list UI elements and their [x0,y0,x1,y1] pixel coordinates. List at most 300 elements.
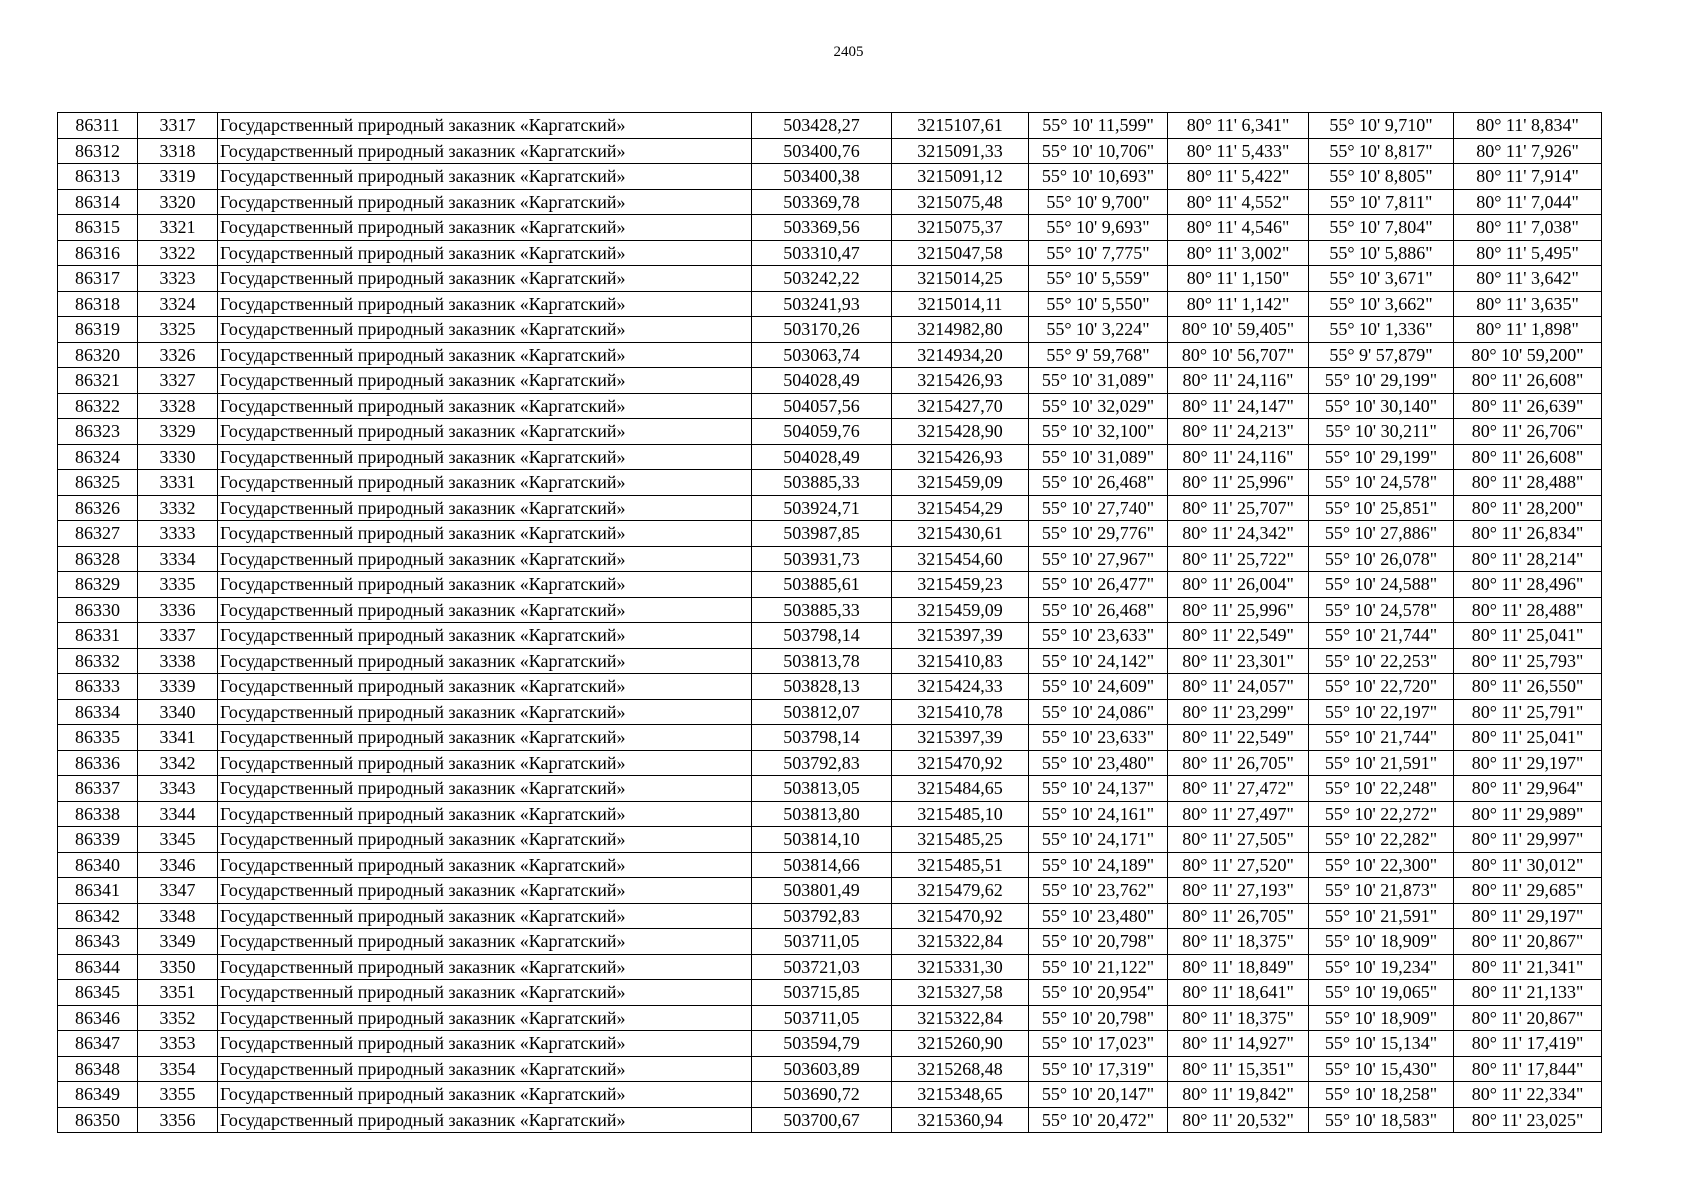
longitude-1-cell: 80° 11' 24,213" [1168,419,1309,445]
longitude-2-cell: 80° 11' 29,997" [1454,827,1602,853]
point-number-cell: 3333 [138,521,218,547]
table-row [58,317,1602,343]
latitude-2-cell: 55° 10' 9,710" [1309,113,1454,139]
row-number-cell: 86326 [58,495,138,521]
x-coordinate-cell: 503987,85 [752,521,892,547]
longitude-2-cell: 80° 11' 7,044" [1454,189,1602,215]
longitude-2-cell: 80° 11' 7,926" [1454,138,1602,164]
x-coordinate-cell: 503603,89 [752,1056,892,1082]
latitude-2-cell: 55° 10' 30,140" [1309,393,1454,419]
row-number-cell: 86327 [58,521,138,547]
row-number-cell: 86324 [58,444,138,470]
row-number-cell: 86334 [58,699,138,725]
x-coordinate-cell: 503428,27 [752,113,892,139]
longitude-2-cell: 80° 11' 30,012" [1454,852,1602,878]
longitude-2-cell: 80° 11' 28,488" [1454,597,1602,623]
point-number-cell: 3319 [138,164,218,190]
longitude-2-cell: 80° 11' 23,025" [1454,1107,1602,1133]
point-number-cell: 3322 [138,240,218,266]
latitude-1-cell: 55° 10' 9,693" [1029,215,1168,241]
y-coordinate-cell: 3215360,94 [892,1107,1029,1133]
latitude-2-cell: 55° 10' 22,272" [1309,801,1454,827]
longitude-2-cell: 80° 11' 29,964" [1454,776,1602,802]
latitude-2-cell: 55° 10' 15,134" [1309,1031,1454,1057]
longitude-1-cell: 80° 11' 3,002" [1168,240,1309,266]
point-number-cell: 3346 [138,852,218,878]
row-number-cell: 86329 [58,572,138,598]
point-number-cell: 3351 [138,980,218,1006]
y-coordinate-cell: 3215485,10 [892,801,1029,827]
x-coordinate-cell: 503798,14 [752,725,892,751]
object-name-cell: Государственный природный заказник «Каргатский» [218,954,752,980]
y-coordinate-cell: 3215427,70 [892,393,1029,419]
x-coordinate-cell: 503828,13 [752,674,892,700]
object-name-cell: Государственный природный заказник «Каргатский» [218,852,752,878]
table-row [58,954,1602,980]
y-coordinate-cell: 3215426,93 [892,444,1029,470]
table-row [58,980,1602,1006]
object-name-cell: Государственный природный заказник «Каргатский» [218,903,752,929]
longitude-2-cell: 80° 11' 3,642" [1454,266,1602,292]
longitude-2-cell: 80° 11' 7,038" [1454,215,1602,241]
x-coordinate-cell: 503792,83 [752,750,892,776]
y-coordinate-cell: 3215047,58 [892,240,1029,266]
row-number-cell: 86342 [58,903,138,929]
row-number-cell: 86312 [58,138,138,164]
table-row [58,1005,1602,1031]
latitude-1-cell: 55° 10' 31,089" [1029,444,1168,470]
longitude-2-cell: 80° 11' 17,844" [1454,1056,1602,1082]
row-number-cell: 86314 [58,189,138,215]
y-coordinate-cell: 3215014,11 [892,291,1029,317]
object-name-cell: Государственный природный заказник «Каргатский» [218,495,752,521]
latitude-1-cell: 55° 10' 3,224" [1029,317,1168,343]
point-number-cell: 3353 [138,1031,218,1057]
longitude-1-cell: 80° 11' 24,342" [1168,521,1309,547]
row-number-cell: 86336 [58,750,138,776]
latitude-2-cell: 55° 10' 22,253" [1309,648,1454,674]
page-number: 2405 [833,44,864,60]
x-coordinate-cell: 503721,03 [752,954,892,980]
longitude-1-cell: 80° 11' 25,707" [1168,495,1309,521]
object-name-cell: Государственный природный заказник «Каргатский» [218,648,752,674]
point-number-cell: 3340 [138,699,218,725]
y-coordinate-cell: 3215014,25 [892,266,1029,292]
latitude-1-cell: 55° 10' 20,954" [1029,980,1168,1006]
latitude-2-cell: 55° 10' 24,578" [1309,597,1454,623]
object-name-cell: Государственный природный заказник «Каргатский» [218,980,752,1006]
point-number-cell: 3352 [138,1005,218,1031]
x-coordinate-cell: 503813,80 [752,801,892,827]
row-number-cell: 86317 [58,266,138,292]
y-coordinate-cell: 3215410,83 [892,648,1029,674]
x-coordinate-cell: 503924,71 [752,495,892,521]
longitude-1-cell: 80° 11' 4,552" [1168,189,1309,215]
y-coordinate-cell: 3215075,48 [892,189,1029,215]
latitude-2-cell: 55° 10' 22,282" [1309,827,1454,853]
table-row [58,444,1602,470]
y-coordinate-cell: 3215075,37 [892,215,1029,241]
longitude-1-cell: 80° 11' 27,497" [1168,801,1309,827]
row-number-cell: 86341 [58,878,138,904]
longitude-1-cell: 80° 11' 23,301" [1168,648,1309,674]
longitude-2-cell: 80° 11' 7,914" [1454,164,1602,190]
longitude-1-cell: 80° 11' 1,142" [1168,291,1309,317]
y-coordinate-cell: 3215470,92 [892,750,1029,776]
object-name-cell: Государственный природный заказник «Каргатский» [218,674,752,700]
table-row [58,776,1602,802]
point-number-cell: 3347 [138,878,218,904]
y-coordinate-cell: 3215485,25 [892,827,1029,853]
x-coordinate-cell: 504057,56 [752,393,892,419]
latitude-1-cell: 55° 10' 32,029" [1029,393,1168,419]
object-name-cell: Государственный природный заказник «Каргатский» [218,521,752,547]
y-coordinate-cell: 3215268,48 [892,1056,1029,1082]
longitude-1-cell: 80° 11' 14,927" [1168,1031,1309,1057]
table-row [58,572,1602,598]
table-row [58,597,1602,623]
longitude-2-cell: 80° 11' 20,867" [1454,1005,1602,1031]
x-coordinate-cell: 503812,07 [752,699,892,725]
object-name-cell: Государственный природный заказник «Каргатский» [218,266,752,292]
latitude-2-cell: 55° 10' 24,578" [1309,470,1454,496]
longitude-1-cell: 80° 11' 27,520" [1168,852,1309,878]
latitude-1-cell: 55° 10' 31,089" [1029,368,1168,394]
latitude-1-cell: 55° 10' 20,472" [1029,1107,1168,1133]
y-coordinate-cell: 3215430,61 [892,521,1029,547]
longitude-2-cell: 80° 11' 26,834" [1454,521,1602,547]
point-number-cell: 3325 [138,317,218,343]
object-name-cell: Государственный природный заказник «Каргатский» [218,878,752,904]
row-number-cell: 86350 [58,1107,138,1133]
point-number-cell: 3356 [138,1107,218,1133]
longitude-2-cell: 80° 11' 26,608" [1454,444,1602,470]
x-coordinate-cell: 503400,38 [752,164,892,190]
latitude-2-cell: 55° 10' 25,851" [1309,495,1454,521]
table-row [58,648,1602,674]
point-number-cell: 3328 [138,393,218,419]
longitude-1-cell: 80° 11' 19,842" [1168,1082,1309,1108]
table-row [58,929,1602,955]
y-coordinate-cell: 3215327,58 [892,980,1029,1006]
latitude-1-cell: 55° 10' 29,776" [1029,521,1168,547]
table-row [58,827,1602,853]
object-name-cell: Государственный природный заказник «Каргатский» [218,623,752,649]
point-number-cell: 3345 [138,827,218,853]
object-name-cell: Государственный природный заказник «Каргатский» [218,317,752,343]
longitude-2-cell: 80° 11' 5,495" [1454,240,1602,266]
table-row [58,291,1602,317]
row-number-cell: 86321 [58,368,138,394]
y-coordinate-cell: 3215397,39 [892,725,1029,751]
object-name-cell: Государственный природный заказник «Каргатский» [218,929,752,955]
x-coordinate-cell: 503700,67 [752,1107,892,1133]
row-number-cell: 86328 [58,546,138,572]
table-row [58,495,1602,521]
object-name-cell: Государственный природный заказник «Каргатский» [218,1031,752,1057]
row-number-cell: 86311 [58,113,138,139]
y-coordinate-cell: 3215454,29 [892,495,1029,521]
longitude-2-cell: 80° 11' 1,898" [1454,317,1602,343]
latitude-1-cell: 55° 10' 24,609" [1029,674,1168,700]
latitude-2-cell: 55° 10' 21,873" [1309,878,1454,904]
longitude-2-cell: 80° 11' 3,635" [1454,291,1602,317]
y-coordinate-cell: 3215454,60 [892,546,1029,572]
longitude-1-cell: 80° 11' 4,546" [1168,215,1309,241]
longitude-1-cell: 80° 11' 25,996" [1168,470,1309,496]
x-coordinate-cell: 503241,93 [752,291,892,317]
object-name-cell: Государственный природный заказник «Каргатский» [218,240,752,266]
point-number-cell: 3327 [138,368,218,394]
longitude-2-cell: 80° 11' 22,334" [1454,1082,1602,1108]
point-number-cell: 3343 [138,776,218,802]
object-name-cell: Государственный природный заказник «Каргатский» [218,368,752,394]
y-coordinate-cell: 3215459,09 [892,597,1029,623]
latitude-2-cell: 55° 10' 1,336" [1309,317,1454,343]
coordinates-table [57,112,1602,1133]
latitude-1-cell: 55° 9' 59,768" [1029,342,1168,368]
point-number-cell: 3323 [138,266,218,292]
point-number-cell: 3321 [138,215,218,241]
latitude-1-cell: 55° 10' 26,468" [1029,597,1168,623]
object-name-cell: Государственный природный заказник «Каргатский» [218,342,752,368]
x-coordinate-cell: 503813,78 [752,648,892,674]
point-number-cell: 3332 [138,495,218,521]
longitude-2-cell: 80° 11' 28,488" [1454,470,1602,496]
object-name-cell: Государственный природный заказник «Каргатский» [218,776,752,802]
table-row [58,393,1602,419]
y-coordinate-cell: 3215479,62 [892,878,1029,904]
object-name-cell: Государственный природный заказник «Каргатский» [218,1107,752,1133]
longitude-2-cell: 80° 11' 25,041" [1454,623,1602,649]
y-coordinate-cell: 3215091,33 [892,138,1029,164]
y-coordinate-cell: 3215322,84 [892,929,1029,955]
x-coordinate-cell: 503798,14 [752,623,892,649]
table-row [58,138,1602,164]
point-number-cell: 3320 [138,189,218,215]
point-number-cell: 3331 [138,470,218,496]
point-number-cell: 3335 [138,572,218,598]
longitude-1-cell: 80° 11' 26,004" [1168,572,1309,598]
latitude-1-cell: 55° 10' 24,142" [1029,648,1168,674]
latitude-1-cell: 55° 10' 7,775" [1029,240,1168,266]
table-row [58,1031,1602,1057]
row-number-cell: 86313 [58,164,138,190]
longitude-1-cell: 80° 11' 22,549" [1168,623,1309,649]
latitude-2-cell: 55° 10' 18,258" [1309,1082,1454,1108]
longitude-2-cell: 80° 11' 26,639" [1454,393,1602,419]
y-coordinate-cell: 3215428,90 [892,419,1029,445]
row-number-cell: 86319 [58,317,138,343]
latitude-2-cell: 55° 10' 7,811" [1309,189,1454,215]
y-coordinate-cell: 3215260,90 [892,1031,1029,1057]
row-number-cell: 86337 [58,776,138,802]
object-name-cell: Государственный природный заказник «Каргатский» [218,1005,752,1031]
longitude-1-cell: 80° 11' 18,849" [1168,954,1309,980]
x-coordinate-cell: 504028,49 [752,444,892,470]
table-row [58,240,1602,266]
row-number-cell: 86316 [58,240,138,266]
x-coordinate-cell: 503715,85 [752,980,892,1006]
table-row [58,852,1602,878]
x-coordinate-cell: 503063,74 [752,342,892,368]
x-coordinate-cell: 503792,83 [752,903,892,929]
object-name-cell: Государственный природный заказник «Каргатский» [218,138,752,164]
y-coordinate-cell: 3215424,33 [892,674,1029,700]
latitude-1-cell: 55° 10' 24,189" [1029,852,1168,878]
y-coordinate-cell: 3215348,65 [892,1082,1029,1108]
table-row [58,878,1602,904]
x-coordinate-cell: 503814,10 [752,827,892,853]
latitude-1-cell: 55° 10' 5,559" [1029,266,1168,292]
table-row [58,750,1602,776]
latitude-1-cell: 55° 10' 24,161" [1029,801,1168,827]
y-coordinate-cell: 3215484,65 [892,776,1029,802]
longitude-1-cell: 80° 11' 25,722" [1168,546,1309,572]
latitude-2-cell: 55° 10' 5,886" [1309,240,1454,266]
latitude-1-cell: 55° 10' 21,122" [1029,954,1168,980]
latitude-2-cell: 55° 10' 30,211" [1309,419,1454,445]
row-number-cell: 86330 [58,597,138,623]
longitude-1-cell: 80° 11' 25,996" [1168,597,1309,623]
latitude-1-cell: 55° 10' 27,967" [1029,546,1168,572]
object-name-cell: Государственный природный заказник «Каргатский» [218,291,752,317]
object-name-cell: Государственный природный заказник «Каргатский» [218,444,752,470]
longitude-2-cell: 80° 11' 26,608" [1454,368,1602,394]
latitude-1-cell: 55° 10' 32,100" [1029,419,1168,445]
latitude-2-cell: 55° 10' 22,300" [1309,852,1454,878]
latitude-2-cell: 55° 10' 19,234" [1309,954,1454,980]
row-number-cell: 86339 [58,827,138,853]
latitude-1-cell: 55° 10' 5,550" [1029,291,1168,317]
x-coordinate-cell: 503690,72 [752,1082,892,1108]
table-row [58,801,1602,827]
row-number-cell: 86315 [58,215,138,241]
point-number-cell: 3342 [138,750,218,776]
longitude-1-cell: 80° 11' 18,641" [1168,980,1309,1006]
row-number-cell: 86347 [58,1031,138,1057]
latitude-2-cell: 55° 10' 26,078" [1309,546,1454,572]
y-coordinate-cell: 3214934,20 [892,342,1029,368]
longitude-2-cell: 80° 11' 25,793" [1454,648,1602,674]
point-number-cell: 3318 [138,138,218,164]
x-coordinate-cell: 503310,47 [752,240,892,266]
table-row [58,1082,1602,1108]
point-number-cell: 3329 [138,419,218,445]
object-name-cell: Государственный природный заказник «Каргатский» [218,725,752,751]
latitude-1-cell: 55° 10' 26,468" [1029,470,1168,496]
latitude-2-cell: 55° 10' 18,909" [1309,929,1454,955]
longitude-2-cell: 80° 11' 29,989" [1454,801,1602,827]
x-coordinate-cell: 503170,26 [752,317,892,343]
longitude-2-cell: 80° 11' 25,791" [1454,699,1602,725]
x-coordinate-cell: 503931,73 [752,546,892,572]
table-row [58,546,1602,572]
latitude-1-cell: 55° 10' 23,480" [1029,750,1168,776]
row-number-cell: 86322 [58,393,138,419]
latitude-2-cell: 55° 10' 8,805" [1309,164,1454,190]
latitude-1-cell: 55° 10' 9,700" [1029,189,1168,215]
latitude-2-cell: 55° 10' 21,591" [1309,750,1454,776]
object-name-cell: Государственный природный заказник «Каргатский» [218,215,752,241]
latitude-2-cell: 55° 10' 21,744" [1309,725,1454,751]
longitude-1-cell: 80° 11' 5,422" [1168,164,1309,190]
latitude-2-cell: 55° 10' 19,065" [1309,980,1454,1006]
latitude-2-cell: 55° 10' 21,591" [1309,903,1454,929]
row-number-cell: 86318 [58,291,138,317]
latitude-2-cell: 55° 10' 21,744" [1309,623,1454,649]
table-row [58,623,1602,649]
table-row [58,215,1602,241]
longitude-2-cell: 80° 10' 59,200" [1454,342,1602,368]
point-number-cell: 3344 [138,801,218,827]
table-row [58,470,1602,496]
table-row [58,521,1602,547]
point-number-cell: 3336 [138,597,218,623]
longitude-2-cell: 80° 11' 26,706" [1454,419,1602,445]
object-name-cell: Государственный природный заказник «Каргатский» [218,113,752,139]
x-coordinate-cell: 504028,49 [752,368,892,394]
x-coordinate-cell: 503242,22 [752,266,892,292]
latitude-1-cell: 55° 10' 23,633" [1029,623,1168,649]
longitude-2-cell: 80° 11' 29,197" [1454,750,1602,776]
latitude-2-cell: 55° 10' 3,671" [1309,266,1454,292]
object-name-cell: Государственный природный заказник «Каргатский» [218,1082,752,1108]
table-row [58,189,1602,215]
point-number-cell: 3339 [138,674,218,700]
row-number-cell: 86332 [58,648,138,674]
table-row [58,164,1602,190]
point-number-cell: 3338 [138,648,218,674]
row-number-cell: 86349 [58,1082,138,1108]
y-coordinate-cell: 3215426,93 [892,368,1029,394]
object-name-cell: Государственный природный заказник «Каргатский» [218,164,752,190]
y-coordinate-cell: 3215107,61 [892,113,1029,139]
row-number-cell: 86323 [58,419,138,445]
latitude-1-cell: 55° 10' 24,086" [1029,699,1168,725]
point-number-cell: 3330 [138,444,218,470]
object-name-cell: Государственный природный заказник «Каргатский» [218,419,752,445]
object-name-cell: Государственный природный заказник «Каргатский» [218,393,752,419]
row-number-cell: 86325 [58,470,138,496]
table-body [58,113,1602,1133]
table-row [58,725,1602,751]
longitude-1-cell: 80° 11' 27,472" [1168,776,1309,802]
longitude-1-cell: 80° 11' 27,505" [1168,827,1309,853]
object-name-cell: Государственный природный заказник «Каргатский» [218,750,752,776]
latitude-1-cell: 55° 10' 20,798" [1029,1005,1168,1031]
point-number-cell: 3326 [138,342,218,368]
longitude-2-cell: 80° 11' 8,834" [1454,113,1602,139]
object-name-cell: Государственный природный заказник «Каргатский» [218,572,752,598]
y-coordinate-cell: 3215410,78 [892,699,1029,725]
latitude-1-cell: 55° 10' 24,137" [1029,776,1168,802]
object-name-cell: Государственный природный заказник «Каргатский» [218,827,752,853]
x-coordinate-cell: 503594,79 [752,1031,892,1057]
latitude-2-cell: 55° 10' 22,197" [1309,699,1454,725]
object-name-cell: Государственный природный заказник «Каргатский» [218,189,752,215]
longitude-1-cell: 80° 11' 20,532" [1168,1107,1309,1133]
longitude-2-cell: 80° 11' 26,550" [1454,674,1602,700]
point-number-cell: 3348 [138,903,218,929]
latitude-1-cell: 55° 10' 24,171" [1029,827,1168,853]
longitude-2-cell: 80° 11' 17,419" [1454,1031,1602,1057]
y-coordinate-cell: 3215091,12 [892,164,1029,190]
latitude-1-cell: 55° 10' 20,798" [1029,929,1168,955]
longitude-1-cell: 80° 11' 26,705" [1168,903,1309,929]
latitude-1-cell: 55° 10' 17,023" [1029,1031,1168,1057]
longitude-1-cell: 80° 11' 18,375" [1168,929,1309,955]
